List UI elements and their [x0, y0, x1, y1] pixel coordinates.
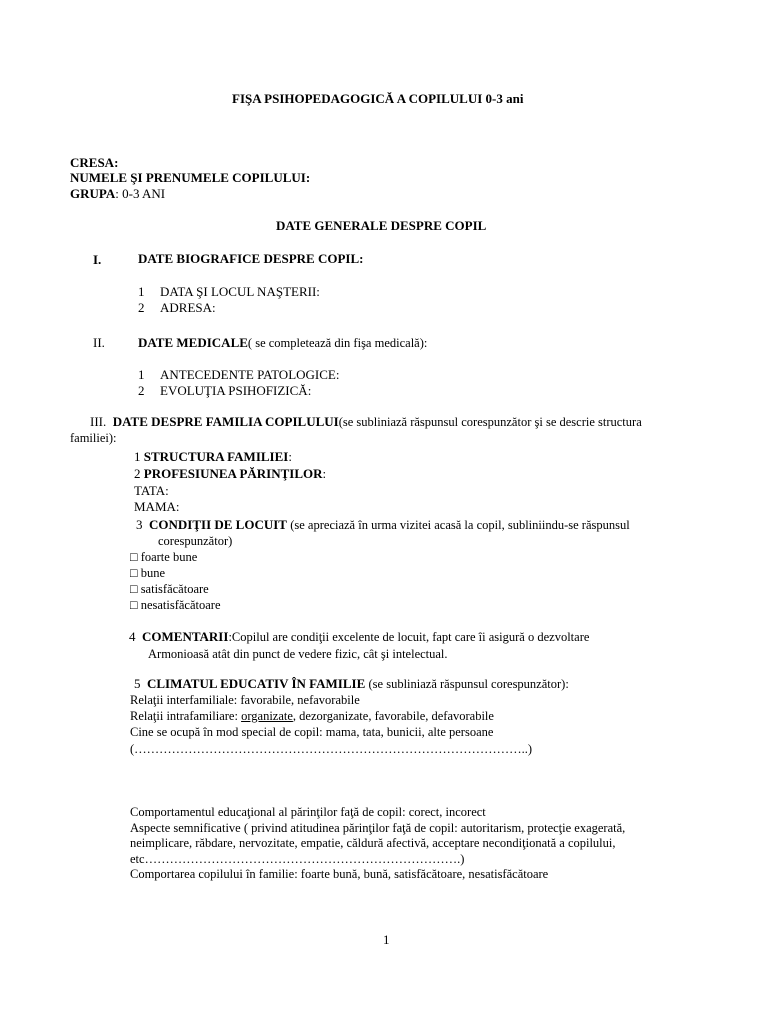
dots-line: (…………………………………………………………………………………..)	[130, 742, 533, 756]
checkbox-icon: □	[130, 550, 138, 564]
rel-intrafamiliare: Relaţii intrafamiliare: organizate, dezorganizate, favorabile, defavorabile	[130, 709, 494, 723]
cine-se-ocupa: Cine se ocupă în mod special de copil: mama, tata, bunicii, alte persoane	[130, 725, 494, 739]
section1-numeral: I.	[93, 252, 102, 267]
item4-text: :Copilul are condiţii excelente de locuit, fapt care îi asigură o dezvoltare	[228, 630, 590, 644]
underlined-answer: organizate	[241, 709, 293, 723]
grupa-line	[70, 186, 165, 202]
rel-interfamiliale: Relaţii interfamiliale: favorabile, nefavorabile	[130, 693, 360, 707]
item5-num: 5	[134, 676, 141, 691]
page-number: 1	[383, 932, 390, 947]
section1-item-text: ADRESA:	[160, 300, 216, 315]
section1-item-text: DATA ŞI LOCUL NAŞTERII:	[160, 284, 320, 299]
checkbox-icon: □	[130, 598, 138, 612]
item3-num: 3	[136, 517, 143, 532]
section2-numeral: II.	[93, 335, 105, 350]
section3-numeral: III.	[90, 414, 107, 429]
aspecte-line-3: etc………………………………………………………………….)	[130, 852, 465, 866]
section2-item-text: EVOLUŢIA PSIHOFIZICĂ:	[160, 383, 312, 398]
item4-label: COMENTARII	[142, 629, 229, 644]
nume-label: NUMELE ŞI PRENUMELE COPILULUI:	[70, 170, 311, 185]
item5-line	[134, 676, 569, 692]
item1-num: 1	[134, 449, 141, 464]
section2-heading-line	[138, 335, 427, 351]
section2-item-text: ANTECEDENTE PATOLOGICE:	[160, 367, 340, 382]
item3-note-cont: corespunzător)	[158, 534, 233, 548]
section2-item-num: 1	[138, 367, 145, 382]
section-title: DATE GENERALE DESPRE COPIL	[276, 218, 487, 233]
item1-label: STRUCTURA FAMILIEI	[143, 449, 289, 464]
item2-line	[134, 466, 326, 482]
option-foarte-bune: □ foarte bune	[130, 550, 198, 564]
grupa-value: : 0-3 ANI	[115, 186, 166, 201]
checkbox-icon: □	[130, 582, 138, 596]
item1-line	[134, 449, 292, 465]
mama-label: MAMA:	[134, 499, 180, 514]
section3-heading: DATE DESPRE FAMILIA COPILULUI	[112, 414, 339, 429]
section1-item-num: 1	[138, 284, 145, 299]
section2-heading: DATE MEDICALE	[138, 335, 248, 350]
item5-label: CLIMATUL EDUCATIV ÎN FAMILIE	[147, 676, 366, 691]
section3-note: (se subliniază răspunsul corespunzător şi se descrie structura	[338, 415, 642, 429]
item2-label: PROFESIUNEA PĂRINŢILOR	[143, 466, 323, 481]
item3-line	[136, 517, 630, 533]
section1-heading: DATE BIOGRAFICE DESPRE COPIL:	[138, 251, 364, 266]
checkbox-icon: □	[130, 566, 138, 580]
cresa-label: CRESA:	[70, 155, 119, 170]
item3-note: (se apreciază în urma vizitei acasă la copil, subliniindu-se răspunsul	[290, 518, 630, 532]
item4-num: 4	[129, 629, 136, 644]
document-title: FIŞA PSIHOPEDAGOGICĂ A COPILULUI 0-3 ani	[232, 91, 524, 106]
item4-text-cont: Armonioasă atât din punct de vedere fizic, cât şi intelectual.	[148, 647, 448, 661]
item2-num: 2	[134, 466, 141, 481]
item5-note: (se subliniază răspunsul corespunzător):	[368, 677, 569, 691]
section1-item-num: 2	[138, 300, 145, 315]
comportare-copil: Comportarea copilului în familie: foarte bună, bună, satisfăcătoare, nesatisfăcătoare	[130, 867, 549, 881]
section2-item-num: 2	[138, 383, 145, 398]
grupa-label: GRUPA	[70, 186, 116, 201]
option-nesatisfacatoare: □ nesatisfăcătoare	[130, 598, 221, 612]
option-satisfacatoare: □ satisfăcătoare	[130, 582, 209, 596]
comportament-educational: Comportamentul educaţional al părinţilor faţă de copil: corect, incorect	[130, 805, 486, 819]
section3-heading-line	[90, 414, 642, 430]
option-bune: □ bune	[130, 566, 165, 580]
item3-label: CONDIŢII DE LOCUIT	[149, 517, 287, 532]
item2-colon: :	[322, 466, 327, 481]
tata-label: TATA:	[134, 483, 169, 498]
section2-note: ( se completează din fişa medicală):	[247, 336, 428, 350]
section3-note-cont: familiei):	[70, 431, 117, 445]
aspecte-line-1: Aspecte semnificative ( privind atitudinea părinţilor faţă de copil: autoritarism, protecţie exagerată,	[130, 821, 626, 835]
item4-line	[129, 629, 589, 645]
item1-colon: :	[288, 449, 292, 464]
aspecte-line-2: neimplicare, răbdare, nervozitate, empatie, căldură afectivă, acceptare necondiţionată a copilului,	[130, 836, 616, 850]
